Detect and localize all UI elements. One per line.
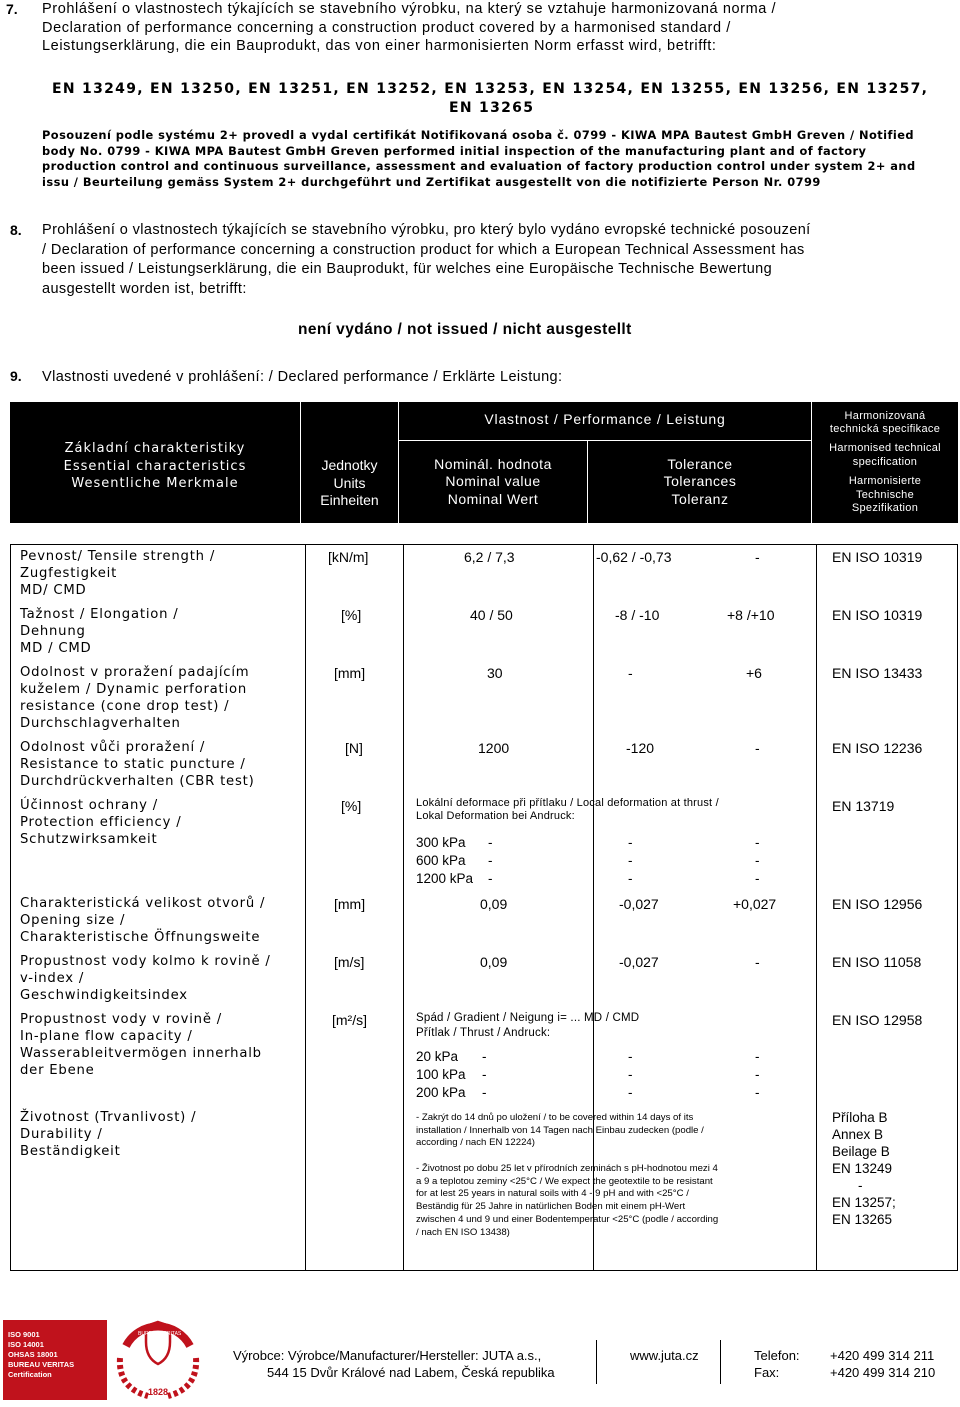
header-text: Units [333,474,366,491]
section-7-heading [42,0,952,56]
section-7-line: Leistungserklärung, die ein Bauprodukt, das von einer harmonisierten Norm erfasst wird, betrifft: [42,38,717,54]
tolerance-minus: -0,027 [619,896,659,912]
note-line: a 9 a teplotou zeminy <25°C / We expect the geotextile to be resistant [416,1175,713,1187]
badge-line: Certification [8,1370,52,1379]
spec-cell: EN ISO 10319 [832,607,923,623]
note-line: installation / Innerhalb von 14 Tagen nach Einbau zudecken (podle / [416,1124,704,1136]
header-text: Základní charakteristiky [64,441,246,457]
opening-size-label [20,895,265,946]
header-text: Nominál. hodnota [434,455,552,472]
dash: - [482,1085,487,1100]
standards-line: EN 13265 [449,100,535,116]
nominal-value: 0,09 [480,954,508,970]
spec-cell: EN 13719 [832,798,895,814]
header-text: Harmonisierte [848,475,922,488]
badge-line: BUREAU VERITAS [8,1360,75,1369]
performance-header [399,402,812,523]
label-line: Odolnost vůči proražení / [20,740,206,755]
section-7-number: 7. [6,1,18,17]
tolerance-plus: - [755,954,760,970]
dash: - [482,1067,487,1082]
unit-cell: [%] [341,798,362,814]
section-9-number: 9. [10,368,22,384]
covering-requirement [416,1112,704,1150]
tolerance-minus: -0,62 / -0,73 [596,549,672,565]
load-list [416,834,473,888]
nominal-value: 0,09 [480,896,508,912]
header-text: Technische [855,488,915,501]
load-value: 200 kPa [416,1085,466,1100]
durability-label [20,1109,196,1160]
spec-line: Beilage B [832,1144,890,1159]
header-text: Harmonizovaná [844,409,926,422]
label-line: Účinnost ochrany / [20,798,158,813]
label-line: kuželem / Dynamic perforation [20,682,248,697]
unit-cell: [m/s] [334,954,365,970]
phone-label: Telefon: [754,1348,800,1363]
badge-line: ISO 14001 [8,1340,44,1349]
load-nominal-dashes [488,834,493,888]
performance-header-title: Vlastnost / Performance / Leistung [484,411,726,427]
certification-text [42,128,957,190]
note-line: - Životnost po dobu 25 let v přírodních zeminách s pH-hodnotou mezi 4 [416,1163,718,1174]
dash: - [755,871,760,886]
label-line: Protection efficiency / [20,815,182,830]
label-line: Propustnost vody v rovině / [20,1012,222,1027]
protection-efficiency-label [20,797,181,848]
spec-line: Příloha B [832,1110,888,1125]
label-line: Beständigkeit [20,1144,121,1159]
label-line: Zugfestigkeit [20,566,118,581]
load-value: 600 kPa [416,853,466,868]
nominal-value: 40 / 50 [470,607,513,623]
units-header [301,402,399,523]
unit-cell: [mm] [334,896,366,912]
column-divider [593,545,594,1270]
header-text: specification [852,455,918,468]
label-line: Charakteristische Öffnungsweite [20,930,261,945]
tolerance-minus: -120 [626,740,655,756]
spec-cell: EN ISO 11058 [832,954,922,970]
label-line: Pevnost/ Tensile strength / [20,549,216,564]
dash: - [488,853,493,868]
load-value: 20 kPa [416,1049,459,1064]
header-text: Nominal Wert [447,490,539,507]
section-7-line: Declaration of performance concerning a construction product covered by a harmonised standard / [42,19,731,36]
manufacturer-info [233,1347,555,1381]
bureau-veritas-logo-icon [108,1318,208,1402]
header-text: Spezifikation [851,502,919,515]
dash: - [628,853,633,868]
header-text: Tolerances [663,473,737,490]
header-text: Jednotky [321,457,378,474]
load-value: 300 kPa [416,835,466,850]
column-divider [305,545,306,1270]
note-line: Lokal Deformation bei Andruck: [416,810,575,822]
section-8-line: / Declaration of performance concerning a construction product for which a European Technical Assessment has [42,241,805,258]
note-line: / nach EN ISO 13438) [416,1226,510,1238]
section-9-title: Vlastnosti uvedené v prohlášení: / Declared performance / Erklärte Leistung: [42,369,563,385]
spec-cell: EN ISO 12956 [832,896,923,912]
label-line: Resistance to static puncture / [20,757,246,772]
note-line: Beständig für 25 Jahre in natürlichen Boden mit einem pH-Wert [416,1201,686,1213]
dash: - [488,871,493,886]
fax-number: +420 499 314 210 [830,1365,936,1380]
address-line: 544 15 Dvůr Králové nad Labem, Česká republika [267,1365,555,1380]
tolerance-minus: -8 / -10 [615,607,660,623]
label-line: Tažnost / Elongation / [20,607,179,622]
label-line: Odolnost v proražení padajícím [20,665,250,680]
load-tol-minus-dashes [628,834,633,888]
header-text: Essential characteristics [63,458,247,474]
spec-cell: EN ISO 10319 [832,549,923,565]
label-line: resistance (cone drop test) / [20,699,230,714]
contact-values [830,1347,935,1381]
dash: - [628,1067,633,1082]
label-line: Schutzwirksamkeit [20,832,158,847]
section-8-line: been issued / Leistungserklärung, die ein Bauprodukt, für welches eine Europäische Technische Bewertung [42,261,773,277]
label-line: Opening size / [20,913,126,928]
section-8-heading [42,221,957,299]
section-8-line: Prohlášení o vlastnostech týkajících se stavebního výrobku, pro který bylo vydáno evropské technické posouzení [42,222,811,238]
tolerance-header [588,440,812,523]
certification-line: body No. 0799 - KIWA MPA Bautest GmbH Greven performed initial inspection of the manufacturing plant and of factory [42,143,867,158]
dash: - [482,1049,487,1064]
label-line: In-plane flow capacity / [20,1029,193,1044]
phone-number: +420 499 314 211 [830,1348,935,1363]
load-list [416,1048,466,1102]
header-text: Nominal value [445,473,541,490]
elongation-label [20,606,179,657]
tensile-strength-label [20,548,215,599]
label-line: Životnost (Trvanlivost) / [20,1110,197,1125]
spec-line: EN 13265 [832,1212,893,1227]
standards-line: EN 13249, EN 13250, EN 13251, EN 13252, EN 13253, EN 13254, EN 13255, EN 13256, EN 13257, [52,81,929,97]
ets-not-issued: není vydáno / not issued / nicht ausgestellt [298,321,632,338]
dash: - [488,835,493,850]
spec-line: EN 13257; [832,1195,896,1210]
tolerance-minus: - [628,665,633,681]
load-value: 100 kPa [416,1067,466,1082]
footer-divider [720,1340,721,1384]
header-text: Einheiten [320,492,379,509]
unit-cell: [%] [341,607,362,623]
certification-badge-text [8,1330,74,1380]
load-tol-plus-dashes [755,1048,760,1102]
tolerance-minus: -0,027 [619,954,659,970]
website-link[interactable]: www.juta.cz [630,1348,699,1363]
label-line: Durchdrückverhalten (CBR test) [20,774,255,789]
section-7-line: Prohlášení o vlastnostech týkajících se stavebního výrobku, na který se vztahuje harmonizovaná norma / [42,1,777,17]
bv-text: BUREAU VERITAS [138,1331,182,1337]
unit-cell: [kN/m] [328,549,369,565]
static-puncture-label [20,739,255,790]
harmonised-specification-header [812,402,958,523]
note-line: Spád / Gradient / Neigung i= ... MD / CMD [416,1012,640,1024]
load-tol-plus-dashes [755,834,760,888]
label-line: MD / CMD [20,641,92,656]
manufacturer-line: Výrobce: Výrobce/Manufacturer/Hersteller: JUTA a.s., [233,1348,542,1363]
fax-label: Fax: [754,1365,780,1380]
load-nominal-dashes [482,1048,487,1102]
certification-badge [3,1320,107,1400]
durability-spec [832,1109,896,1228]
header-text: Tolerance [667,455,733,472]
contact-labels [754,1347,800,1381]
label-line: MD/ CMD [20,583,87,598]
label-line: v-index / [20,971,85,986]
header-text: Harmonised technical [829,442,941,455]
harmonised-standards [52,80,952,118]
certification-line: Posouzení podle systému 2+ provedl a vydal certifikát Notifikovaná osoba č. 0799 - KIWA MPA Bautest GmbH Greven / Notified [42,128,915,142]
dash: - [628,1049,633,1064]
spec-line: - [858,1178,863,1193]
in-plane-flow-label [20,1011,262,1079]
tolerance-plus: +8 /+10 [727,607,775,623]
label-line: Charakteristická velikost otvorů / [20,896,266,911]
column-divider [816,545,817,1270]
dynamic-perforation-label [20,664,249,732]
label-line: Durchschlagverhalten [20,716,181,731]
dash: - [628,835,633,850]
nominal-value: 6,2 / 7,3 [464,549,515,565]
tolerance-plus: - [755,740,760,756]
gradient-note [416,1011,639,1041]
header-text: technická specifikace [829,422,941,435]
label-line: Durability / [20,1127,103,1142]
unit-cell: [m²/s] [332,1012,367,1028]
header-text: Wesentliche Merkmale [71,476,239,492]
dash: - [755,1067,760,1082]
performance-table-header [10,402,958,523]
label-line: der Ebene [20,1063,95,1078]
unit-cell: [N] [345,740,363,756]
badge-line: ISO 9001 [8,1330,40,1339]
essential-characteristics-header [10,402,301,523]
dash: - [628,871,633,886]
bv-year: 1828 [147,1387,169,1397]
load-value: 1200 kPa [416,871,474,886]
nominal-value: 1200 [478,740,510,756]
dash: - [755,1049,760,1064]
dash: - [628,1085,633,1100]
note-line: Přítlak / Thrust / Andruck: [416,1027,551,1039]
label-line: Wasserableitvermögen innerhalb [20,1046,262,1061]
note-line: - Zakrýt do 14 dnů po uložení / to be covered within 14 days of its [416,1112,694,1123]
certification-line: production control and continuous surveillance, assessment and evaluation of factory production control under system 2+ and [42,159,916,173]
tolerance-plus: +0,027 [733,896,777,912]
local-deformation-note [416,797,719,823]
load-tol-minus-dashes [628,1048,633,1102]
spec-cell: EN ISO 12958 [832,1012,923,1028]
nominal-value-header [399,440,588,523]
certification-line: issu / Beurteilung gemäss System 2+ durchgeführt und Zertifikat ausgestellt von die notifizierte Person Nr. 0799 [42,174,821,189]
nominal-value: 30 [487,665,503,681]
tolerance-plus: - [755,549,760,565]
section-8-line: ausgestellt worden ist, betrifft: [42,280,247,297]
durability-requirement [416,1163,718,1239]
label-line: Dehnung [20,624,86,639]
note-line: zwischen 4 und 9 und einer Bodentemperatur <25°C (podle / according [416,1213,719,1225]
dash: - [755,853,760,868]
note-line: according / nach EN 12224) [416,1137,535,1149]
footer-divider [596,1340,597,1384]
section-8-number: 8. [10,222,22,238]
note-line: Lokální deformace při přítlaku / Local deformation at thrust / [416,797,719,809]
water-permeability-normal-label [20,953,271,1004]
badge-line: OHSAS 18001 [8,1350,58,1359]
spec-cell: EN ISO 13433 [832,665,923,681]
dash: - [755,1085,760,1100]
tolerance-plus: +6 [746,665,762,681]
spec-line: Annex B [832,1127,884,1142]
unit-cell: [mm] [334,665,366,681]
note-line: for at lest 25 years in natural soils with 4 - 9 pH and with <25°C / [416,1188,689,1200]
label-line: Geschwindigkeitsindex [20,988,188,1003]
spec-line: EN 13249 [832,1161,893,1176]
label-line: Propustnost vody kolmo k rovině / [20,954,271,969]
column-divider [403,545,404,1270]
spec-cell: EN ISO 12236 [832,740,923,756]
dash: - [755,835,760,850]
header-text: Toleranz [671,490,729,507]
